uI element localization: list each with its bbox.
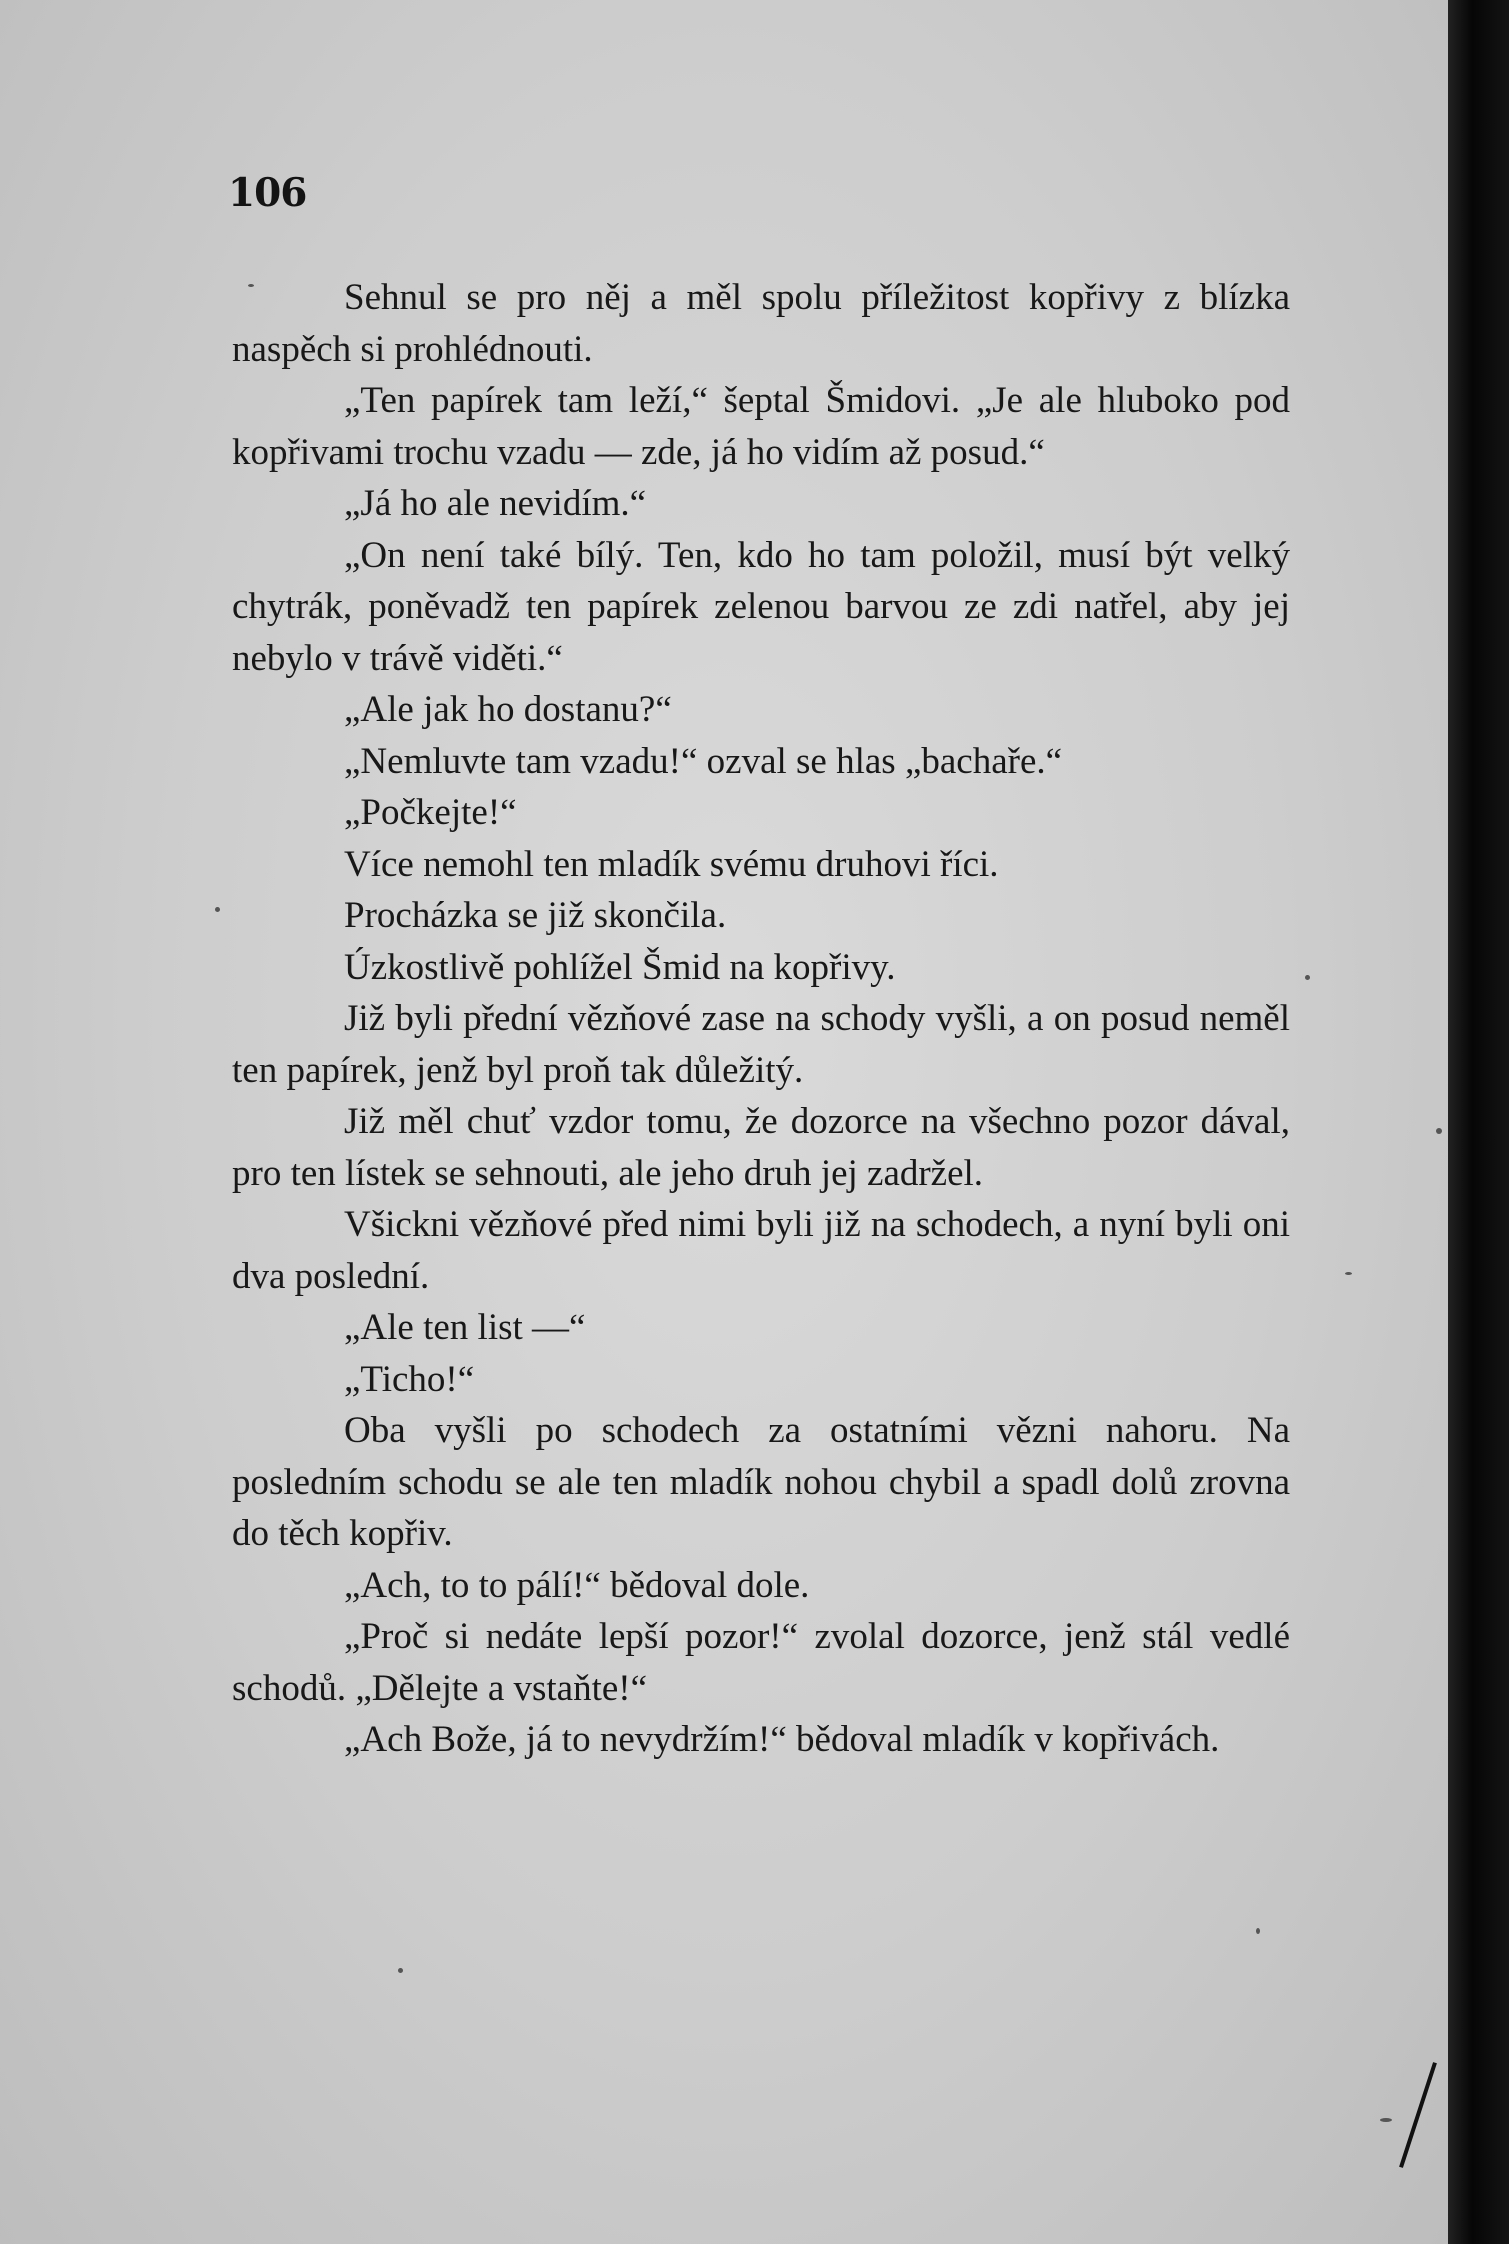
scan-speck: [1345, 1272, 1352, 1275]
paragraph: „Ticho!“: [344, 1358, 475, 1400]
scan-speck: [1256, 1928, 1260, 1934]
paragraph: „Ale jak ho dostanu?“: [344, 689, 672, 730]
scan-speck: [248, 284, 254, 287]
scan-edge: [1448, 0, 1509, 2244]
paragraph: „Ale ten list —“: [344, 1307, 586, 1348]
body-text: [232, 272, 1290, 1766]
scan-speck: [1436, 1128, 1442, 1134]
scan-speck: [398, 1968, 403, 1973]
paragraph: Všickni vězňové před nimi byli již na schodech, a nyní byli oni dva poslední.: [232, 1204, 1290, 1297]
paragraph: „Nemluvte tam vzadu!“ ozval se hlas „bachaře.“: [344, 740, 1063, 782]
paragraph: Již měl chuť vzdor tomu, že dozorce na všechno pozor dával, pro ten lístek se sehnouti, ale jeho druh jej zadržel.: [232, 1101, 1290, 1194]
paragraph: „Ach, to to pálí!“ bědoval dole.: [344, 1564, 810, 1606]
paragraph: Úzkostlivě pohlížel Šmid na kopřivy.: [344, 946, 896, 988]
paragraph: „Já ho ale nevidím.“: [344, 483, 647, 524]
paragraph: Již byli přední vězňové zase na schody vyšli, a on posud neměl ten papírek, jenž byl proň tak důležitý.: [232, 998, 1290, 1091]
paragraph: „Ach Bože, já to nevydržím!“ bědoval mladík v kopřivách.: [344, 1719, 1220, 1760]
paragraph: Sehnul se pro něj a měl spolu příležitost kopřivy z blízka naspěch si prohlédnouti.: [232, 277, 1290, 370]
scan-mark: [1399, 2062, 1437, 2168]
paragraph: Více nemohl ten mladík svému druhovi říci.: [344, 843, 999, 885]
paragraph: „Ten papírek tam leží,“ šeptal Šmidovi. „Je ale hluboko pod kopřivami trochu vzadu — zde, já ho vidím až posud.“: [232, 380, 1290, 473]
paragraph: Oba vyšli po schodech za ostatními vězni nahoru. Na posledním schodu se ale ten mladík nohou chybil a spadl dolů zrovna do těch kopřiv.: [232, 1410, 1290, 1554]
paragraph: Procházka se již skončila.: [344, 895, 727, 936]
paragraph: „Proč si nedáte lepší pozor!“ zvolal dozorce, jenž stál vedlé schodů. „Dělejte a vstaňte!“: [232, 1616, 1290, 1709]
paragraph: „On není také bílý. Ten, kdo ho tam položil, musí být velký chytrák, poněvadž ten papírek zelenou barvou ze zdi natřel, aby jej nebylo v trávě viděti.“: [232, 534, 1290, 679]
page-number: 106: [228, 170, 307, 216]
scan-speck: [215, 907, 220, 912]
scan-speck: [1380, 2118, 1392, 2122]
scan-speck: [1305, 975, 1310, 980]
paragraph: „Počkejte!“: [344, 792, 517, 833]
